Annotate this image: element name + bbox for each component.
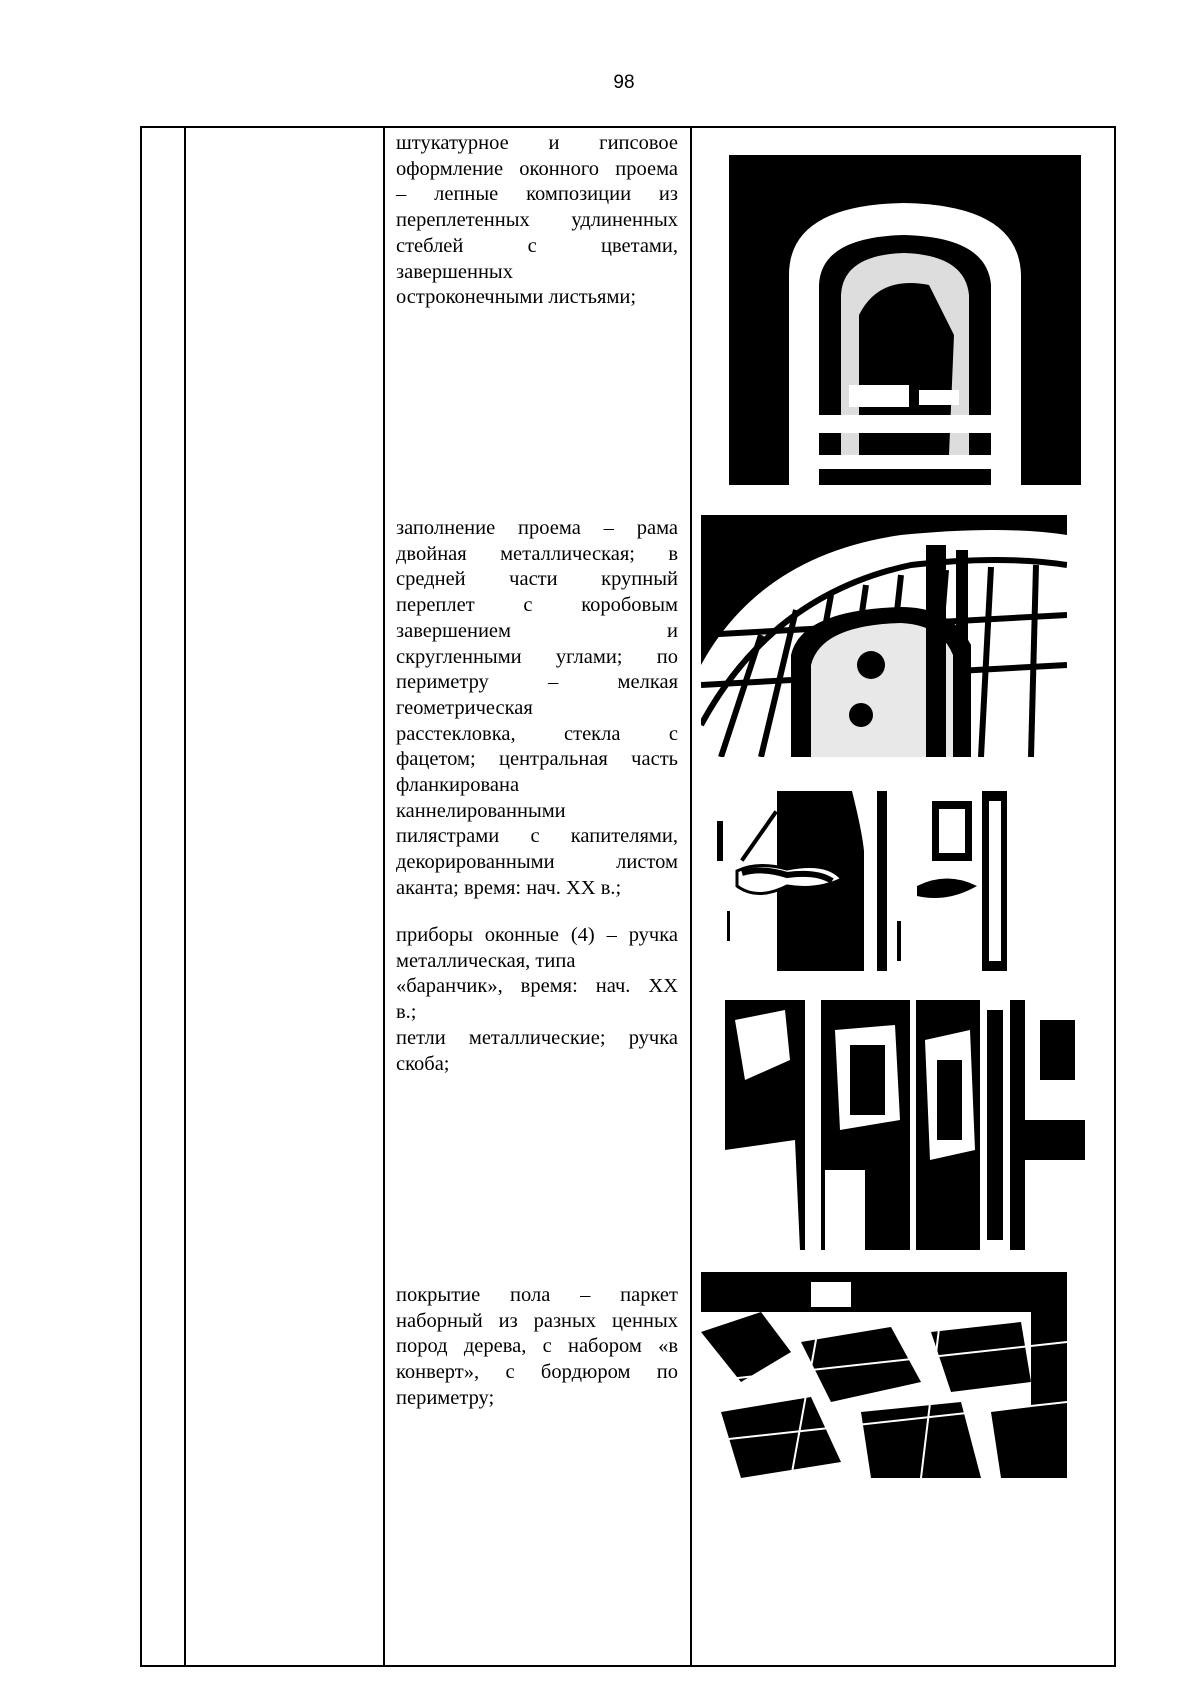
text-line: покрытие пола – паркет [396,1284,678,1306]
text-line: металлическая, типа [396,949,576,972]
text-line: оформление оконного проема [396,157,678,180]
text-line: петли металлические; ручка [396,1026,678,1049]
entry-plaster-decor [396,131,678,311]
window-handle-photo-right [877,791,1007,971]
text-line: расстекловка, стекла с [396,722,678,745]
entry-window-filling [396,516,678,902]
text-line: фланкирована [396,774,520,797]
text-line: декорированными листом [396,851,678,874]
text-line: переплет с коробовым [396,594,678,617]
text-line: двойная металлическая; в [396,542,678,565]
text-line: скоба; [396,1052,450,1075]
text-line: «баранчик», время: нач. XX [396,975,678,998]
text-line: заполнение проема – рама [396,517,678,539]
text-line: пилястрами с капителями, [396,825,678,848]
text-line: конверт», с бордюром по [396,1361,678,1384]
text-line: стеблей с цветами, [396,234,678,257]
column-divider [383,128,385,1665]
page-number: 98 [613,72,635,93]
parquet-floor-photo [701,1272,1067,1478]
text-line: приборы оконные (4) – ручка [396,924,678,946]
entry-floor-covering [396,1283,678,1412]
column-divider [184,128,186,1665]
text-line: наборный из разных ценных [396,1309,678,1332]
text-line: фацетом; центральная часть [396,748,678,771]
window-hinges-photo [725,1000,1085,1250]
text-line: скругленными углами; по [396,645,678,668]
text-line: аканта; время: нач. XX в.; [396,876,622,899]
text-line: периметру; [396,1386,495,1409]
text-line: завершенных [396,260,513,283]
text-line: каннелированными [396,799,566,822]
text-line: геометрическая [396,696,533,719]
text-line: периметру – мелкая [396,671,678,694]
column-divider [690,128,692,1665]
text-line: в.; [396,1001,417,1024]
window-frame-glazing-photo [701,515,1067,757]
window-handle-photo-left [717,791,864,971]
window-plaster-decor-photo [729,155,1081,485]
description-table [140,126,1116,1667]
text-line: – лепные композиции из [396,183,678,206]
text-line: средней части крупный [396,568,678,591]
text-line: завершением и [396,619,678,642]
text-line: остроконечными листьями; [396,286,637,309]
text-line: штукатурное и гипсовое [396,132,678,154]
text-line: переплетенных удлиненных [396,209,678,232]
text-line: пород дерева, с набором «в [396,1335,678,1358]
entry-window-hardware [396,923,678,1077]
